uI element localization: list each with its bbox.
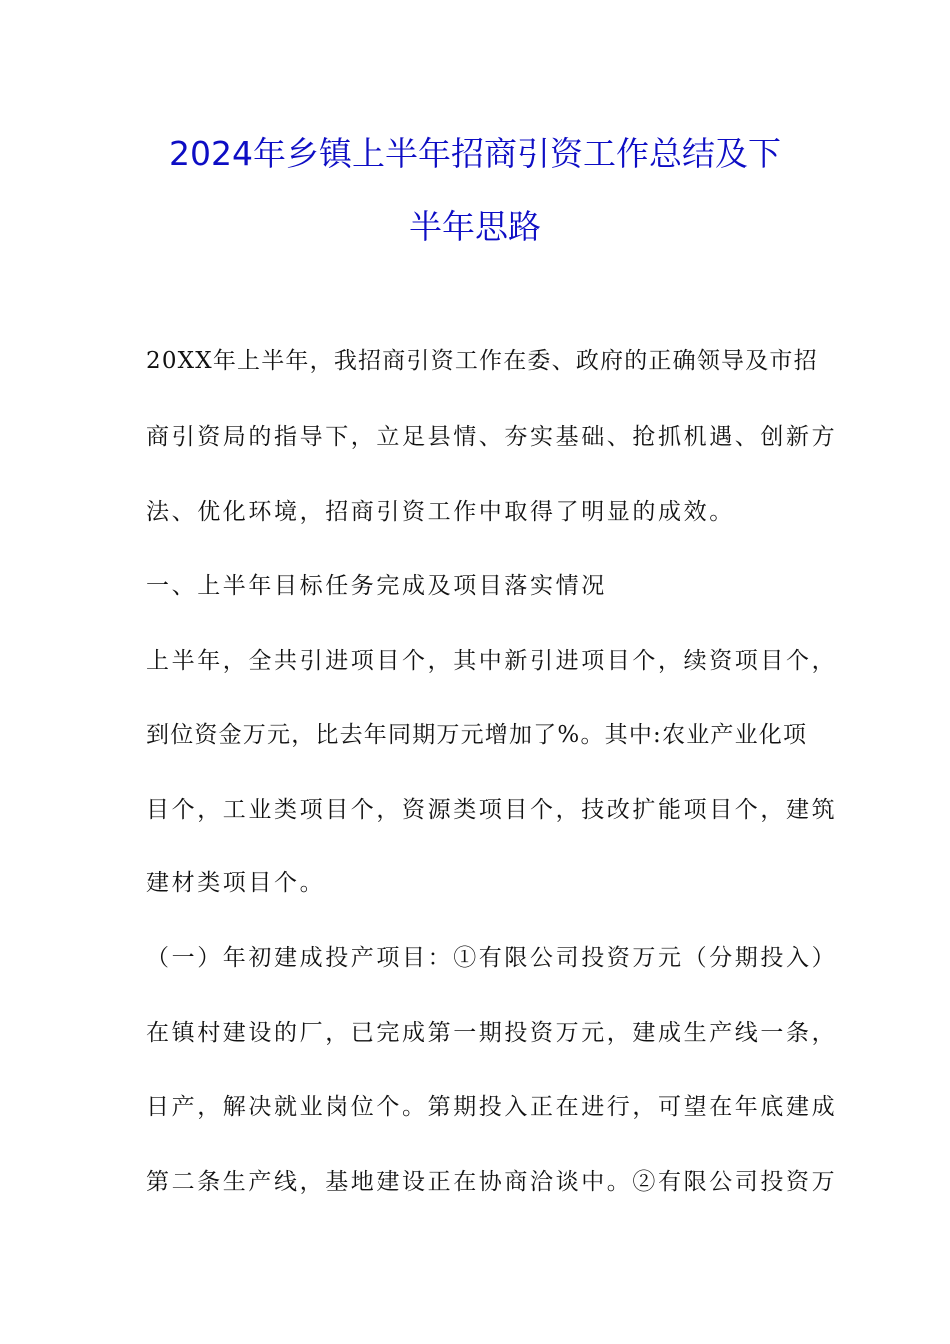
section-heading: 一、上半年目标任务完成及项目落实情况 bbox=[146, 573, 607, 599]
body-line: 第二条生产线，基地建设正在协商洽谈中。②有限公司投资万 bbox=[146, 1169, 838, 1195]
subsection-line: （一）年初建成投产项目：①有限公司投资万元（分期投入） bbox=[146, 945, 838, 971]
body-line: 目个，工业类项目个，资源类项目个，技改扩能项目个，建筑 bbox=[146, 797, 838, 823]
body-line: 上半年，全共引进项目个，其中新引进项目个，续资项目个， bbox=[146, 648, 838, 674]
body-line: 法、优化环境，招商引资工作中取得了明显的成效。 bbox=[146, 499, 735, 525]
body-line: 在镇村建设的厂，已完成第一期投资万元，建成生产线一条， bbox=[146, 1020, 838, 1046]
body-line: 建材类项目个。 bbox=[146, 870, 326, 896]
document-title-line-1: 2024年乡镇上半年招商引资工作总结及下 bbox=[169, 134, 781, 173]
body-line: 商引资局的指导下，立足县情、夯实基础、抢抓机遇、创新方 bbox=[146, 424, 838, 450]
body-line: 20XX年上半年，我招商引资工作在委、政府的正确领导及市招 bbox=[146, 348, 818, 374]
document-title-line-2: 半年思路 bbox=[409, 207, 541, 246]
body-line: 日产，解决就业岗位个。第期投入正在进行，可望在年底建成 bbox=[146, 1094, 838, 1120]
body-line: 到位资金万元，比去年同期万元增加了%。其中:农业产业化项 bbox=[146, 722, 808, 748]
